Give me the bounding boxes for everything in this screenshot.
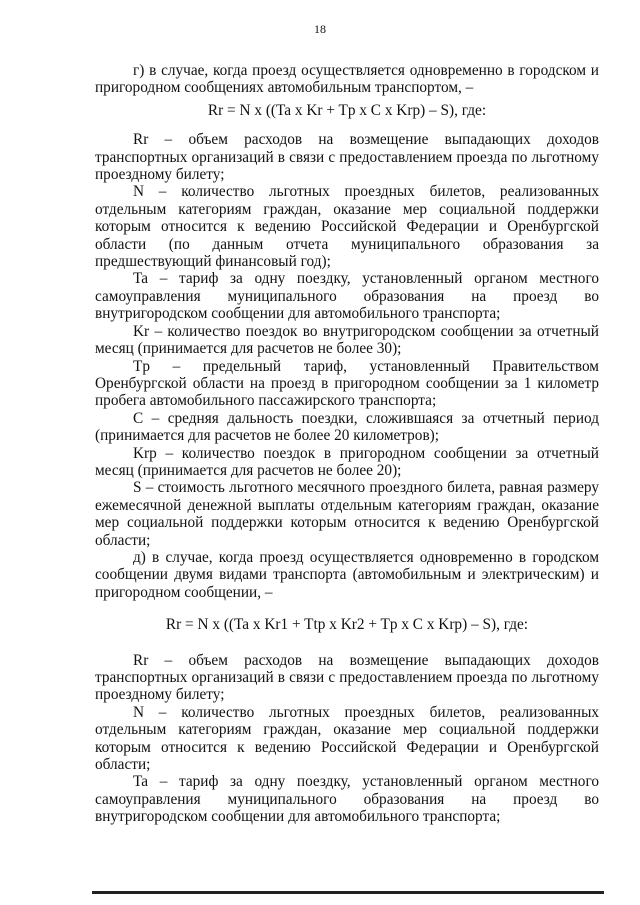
page-number: 18 <box>314 22 326 36</box>
paragraph-item-g: г) в случае, когда проезд осуществляется одновременно в городском и пригородном сообщениях автомобильным транспортом, – <box>95 62 599 97</box>
definition-s: S – стоимость льготного месячного проездного билета, равная размеру ежемесячной денежной выплаты отдельным категориям граждан, оказание мер социальной поддержки которым относится к ведению Оренбургской области; <box>95 479 599 549</box>
definition-rr-2: Rr – объем расходов на возмещение выпадающих доходов транспортных организаций в связи с предоставлением проезда по льготному проездному билету; <box>95 651 599 704</box>
definition-ta-2: Ta – тариф за одну поездку, установленный органом местного самоуправления муниципального образования на проезд во внутригородском сообщении для автомобильного транспорта; <box>95 773 599 826</box>
formula-2: Rr = N x ((Ta x Kr1 + Ttp x Kr2 + Tp x C x Krp) – S), где: <box>165 616 529 634</box>
paragraph-item-d: д) в случае, когда проезд осуществляется одновременно в городском сообщении двумя видами транспорта (автомобильным и электрическим) и пригородном сообщении, – <box>95 548 599 601</box>
definition-n: N – количество льготных проездных билетов, реализованных отдельным категориям граждан, оказание мер социальной поддержки которым относится к ведению Российской Федерации и Оренбургской области (по данным отчета муниципального образования за предшествующий финансовый год); <box>95 183 599 271</box>
bottom-rule <box>92 891 604 894</box>
definition-tp: Tp – предельный тариф, установленный Правительством Оренбургской области на проезд в пригородном сообщении за 1 километр пробега автомобильного пассажирского транспорта; <box>95 357 599 410</box>
formula-1: Rr = N x ((Ta x Kr + Tp x C x Krp) – S), где: <box>207 101 487 119</box>
definition-n-2: N – количество льготных проездных билетов, реализованных отдельным категориям граждан, оказание мер социальной поддержки которым относится к ведению Российской Федерации и Оренбургской области; <box>95 703 599 774</box>
definition-c: C – средняя дальность поездки, сложившаяся за отчетный период (принимается для расчетов не более 20 километров); <box>95 409 599 445</box>
definition-rr: Rr – объем расходов на возмещение выпадающих доходов транспортных организаций в связи с предоставлением проезда по льготному проездному билету; <box>95 131 599 184</box>
definition-krp: Krp – количество поездок в пригородном сообщении за отчетный месяц (принимается для расчетов не более 20); <box>95 444 599 479</box>
definition-ta: Ta – тариф за одну поездку, установленный органом местного самоуправления муниципального образования на проезд во внутригородском сообщении для автомобильного транспорта; <box>95 270 599 323</box>
document-body <box>95 62 599 826</box>
definition-kr: Kr – количество поездок во внутригородском сообщении за отчетный месяц (принимается для расчетов не более 30); <box>95 322 599 358</box>
